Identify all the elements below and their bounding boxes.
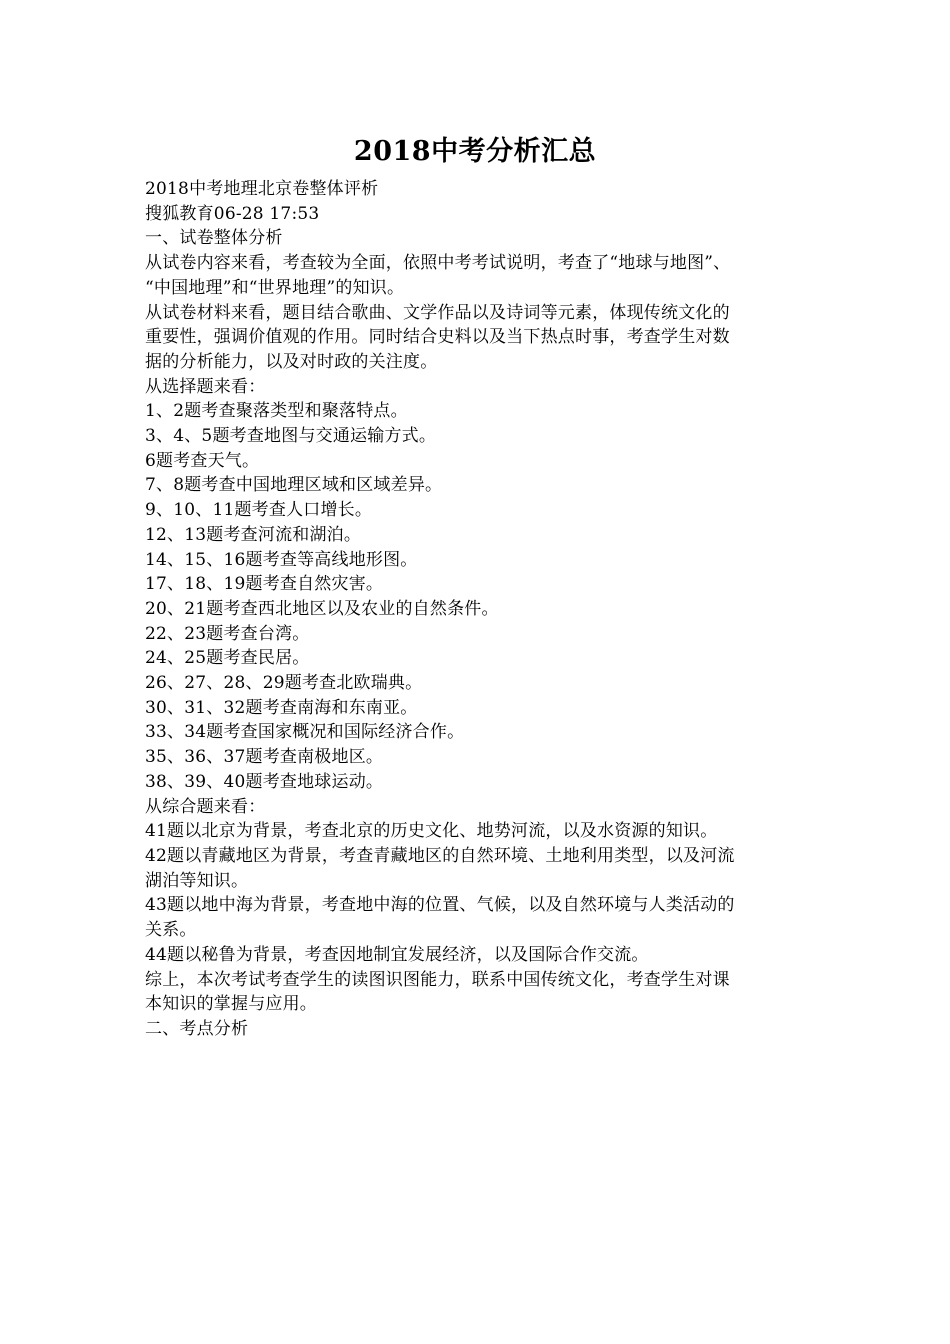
list-item: 35、36、37题考查南极地区。 — [145, 747, 384, 768]
list-item: 12、13题考查河流和湖泊。 — [145, 524, 362, 545]
paragraph-line: 42题以青藏地区为背景，考查青藏地区的自然环境、土地利用类型，以及河流 — [145, 845, 735, 866]
section-heading: 二、考点分析 — [145, 1018, 249, 1039]
paragraph-line: 从试卷内容来看，考查较为全面，依照中考考试说明，考查了“地球与地图”、 — [145, 253, 731, 274]
section-heading: 一、试卷整体分析 — [145, 228, 283, 249]
subsection-heading: 从综合题来看： — [145, 796, 266, 817]
article-headline: 2018中考地理北京卷整体评析 — [145, 179, 379, 199]
list-item: 20、21题考查西北地区以及农业的自然条件。 — [145, 598, 499, 619]
list-item: 17、18、19题考查自然灾害。 — [145, 574, 384, 595]
list-item: 6题考查天气。 — [145, 450, 260, 471]
list-item: 9、10、11题考查人口增长。 — [145, 500, 373, 521]
list-item: 22、23题考查台湾。 — [145, 623, 310, 644]
list-item: 26、27、28、29题考查北欧瑞典。 — [145, 673, 423, 694]
list-item: 38、39、40题考查地球运动。 — [145, 771, 384, 792]
paragraph-line: 44题以秘鲁为背景，考查因地制宜发展经济，以及国际合作交流。 — [145, 944, 649, 965]
list-item: 3、4、5题考查地图与交通运输方式。 — [145, 426, 437, 447]
paragraph-line: “中国地理”和“世界地理”的知识。 — [145, 277, 405, 298]
list-item: 30、31、32题考查南海和东南亚。 — [145, 697, 418, 718]
paragraph-line: 从试卷材料来看，题目结合歌曲、文学作品以及诗词等元素，体现传统文化的 — [145, 302, 730, 323]
paragraph-line: 关系。 — [145, 920, 197, 941]
document-body — [145, 177, 810, 1042]
paragraph-line: 本知识的掌握与应用。 — [145, 994, 317, 1015]
paragraph-line: 重要性，强调价值观的作用。同时结合史料以及当下热点时事，考查学生对数 — [145, 327, 730, 348]
paragraph-line: 43题以地中海为背景，考查地中海的位置、气候，以及自然环境与人类活动的 — [145, 895, 735, 916]
list-item: 14、15、16题考查等高线地形图。 — [145, 549, 418, 570]
document-title: 2018中考分析汇总 — [353, 136, 597, 167]
list-item: 33、34题考查国家概况和国际经济合作。 — [145, 722, 465, 743]
paragraph-line: 41题以北京为背景，考查北京的历史文化、地势河流，以及水资源的知识。 — [145, 821, 718, 842]
article-source-and-time: 搜狐教育06-28 17:53 — [145, 203, 320, 224]
paragraph-line: 湖泊等知识。 — [145, 870, 249, 891]
paragraph-line: 综上，本次考试考查学生的读图识图能力，联系中国传统文化，考查学生对课 — [145, 969, 730, 990]
list-item: 24、25题考查民居。 — [145, 648, 310, 669]
list-item: 1、2题考查聚落类型和聚落特点。 — [145, 401, 408, 422]
paragraph-line: 据的分析能力，以及对时政的关注度。 — [145, 351, 438, 372]
list-item: 7、8题考查中国地理区域和区域差异。 — [145, 475, 443, 496]
subsection-heading: 从选择题来看： — [145, 376, 266, 397]
